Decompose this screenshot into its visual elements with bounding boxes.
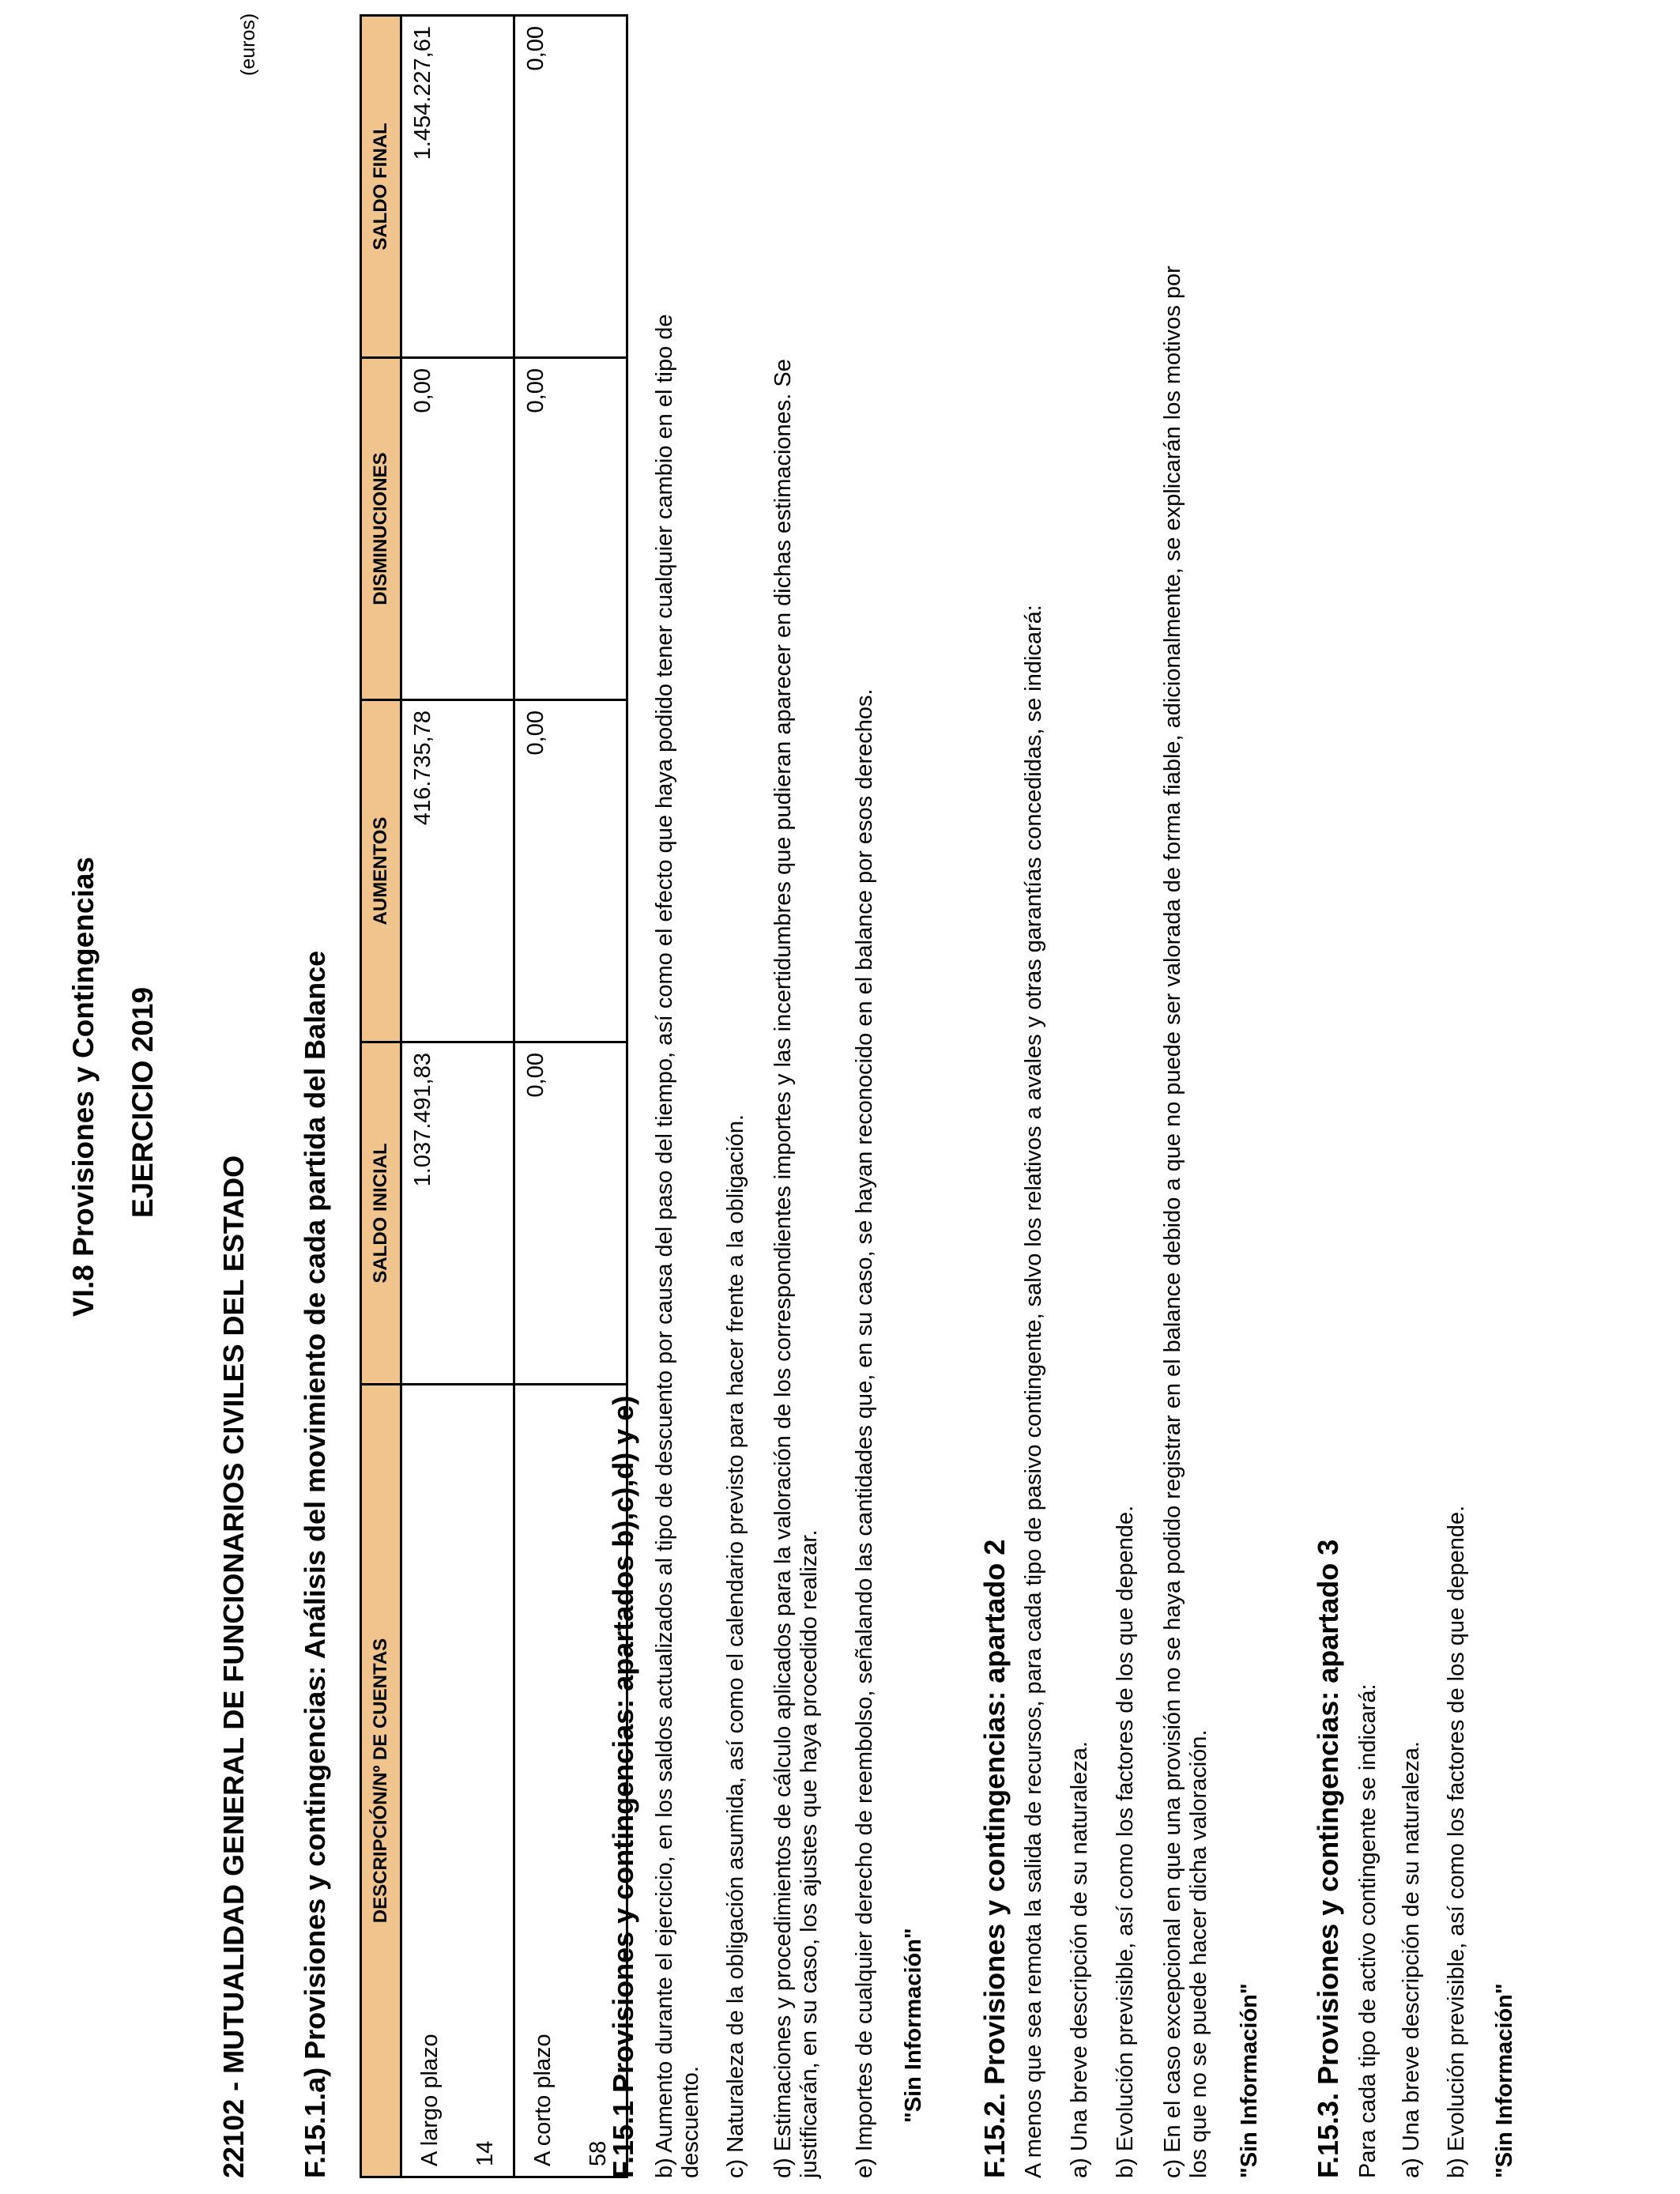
section-151-item-b xyxy=(652,314,704,2178)
section-151-item-b-line2: descuento. xyxy=(678,2066,703,2178)
section-151-item-e: e) Importes de cualquier derecho de reembolso, señalando las cantidades que, en su caso, se hayan reconocido en el balance por esos derechos. xyxy=(852,688,877,2178)
exercise-title: EJERCICIO 2019 xyxy=(126,986,159,1218)
entity-title: 22102 - MUTUALIDAD GENERAL DE FUNCIONARIOS CIVILES DEL ESTADO xyxy=(217,1155,250,2178)
provisions-movement-table xyxy=(360,14,628,2178)
section-151-item-d-line1: d) Estimaciones y procedimientos de cálculo aplicados para la valoración de los correspondientes importes y las incertidumbres que pudieran aparecer en dichas estimaciones. Se xyxy=(770,359,796,2178)
cell-saldo-inicial: 1.037.491,83 xyxy=(401,1042,514,1385)
row-account: 58 xyxy=(586,2140,611,2166)
cell-saldo-final: 1.454.227,61 xyxy=(401,16,514,358)
col-header-disminuciones: DISMINUCIONES xyxy=(361,358,401,700)
cell-saldo-inicial: 0,00 xyxy=(514,1042,627,1385)
section-152-item-a: a) Una breve descripción de su naturaleza. xyxy=(1067,1741,1092,2178)
cell-disminuciones: 0,00 xyxy=(401,358,514,700)
section-152-item-b: b) Evolución previsible, así como los factores de los que depende. xyxy=(1113,1505,1138,2178)
table-row xyxy=(401,16,514,2177)
row-account: 14 xyxy=(473,2140,498,2166)
table-section-title: F.15.1.a) Provisiones y contingencias: Análisis del movimiento de cada partida del Balance xyxy=(299,950,331,2178)
section-151-item-b-line1: b) Aumento durante el ejercicio, en los saldos actualizados al tipo de descuento por causa del paso del tiempo, así como el efecto que haya podido tener cualquier cambio en el tipo de xyxy=(652,314,677,2178)
cell-aumentos: 416.735,78 xyxy=(401,700,514,1042)
section-153-no-info: "Sin Información" xyxy=(1492,1983,1517,2178)
col-header-saldo-inicial: SALDO INICIAL xyxy=(361,1042,401,1385)
col-header-aumentos: AUMENTOS xyxy=(361,700,401,1042)
section-153-title: F.15.3. Provisiones y contingencias: apartado 3 xyxy=(1312,1539,1344,2178)
section-151-no-info: "Sin Información" xyxy=(901,1928,926,2123)
table-header-row xyxy=(361,16,401,2177)
section-152-no-info: "Sin Información" xyxy=(1237,1983,1262,2178)
cell-aumentos: 0,00 xyxy=(514,700,627,1042)
currency-note: (euros) xyxy=(237,13,259,76)
section-153-item-a: a) Una breve descripción de su naturaleza. xyxy=(1399,1741,1424,2178)
section-152-title: F.15.2. Provisiones y contingencias: apartado 2 xyxy=(978,1539,1011,2178)
col-header-description: DESCRIPCIÓN/Nº DE CUENTAS xyxy=(361,1385,401,2177)
section-151-item-d xyxy=(770,359,823,2178)
report-title: VI.8 Provisiones y Contingencias xyxy=(67,857,100,1317)
row-label: A corto plazo xyxy=(530,2034,556,2166)
section-151-item-c: c) Naturaleza de la obligación asumida, así como el calendario previsto para hacer frente a la obligación. xyxy=(723,1114,748,2178)
section-152-item-c xyxy=(1160,266,1212,2178)
row-description xyxy=(401,1385,514,2177)
cell-disminuciones: 0,00 xyxy=(514,358,627,700)
section-152-intro: A menos que sea remota la salida de recursos, para cada tipo de pasivo contingente, salvo los relativos a avales y otras garantías concedidas, se indicará: xyxy=(1021,605,1046,2178)
section-153-item-b: b) Evolución previsible, así como los factores de los que depende. xyxy=(1444,1505,1469,2178)
section-151-title: F.15.1 Provisiones y contingencias: apartados b),c),d) y e) xyxy=(607,1395,639,2178)
section-151-item-d-line2: justificarán, en su caso, los ajustes que haya procedido realizar. xyxy=(797,1529,822,2178)
section-152-item-c-line2: los que no se puede hacer dicha valoración. xyxy=(1186,1729,1211,2178)
section-152-item-c-line1: c) En el caso excepcional en que una provisión no se haya podido registrar en el balance debido a que no puede ser valorada de forma fiable, adicionalmente, se explicarán los motivos por xyxy=(1160,266,1185,2178)
col-header-saldo-final: SALDO FINAL xyxy=(361,16,401,358)
cell-saldo-final: 0,00 xyxy=(514,16,627,358)
section-153-intro: Para cada tipo de activo contingente se indicará: xyxy=(1355,1683,1381,2178)
row-label: A largo plazo xyxy=(417,2034,443,2166)
